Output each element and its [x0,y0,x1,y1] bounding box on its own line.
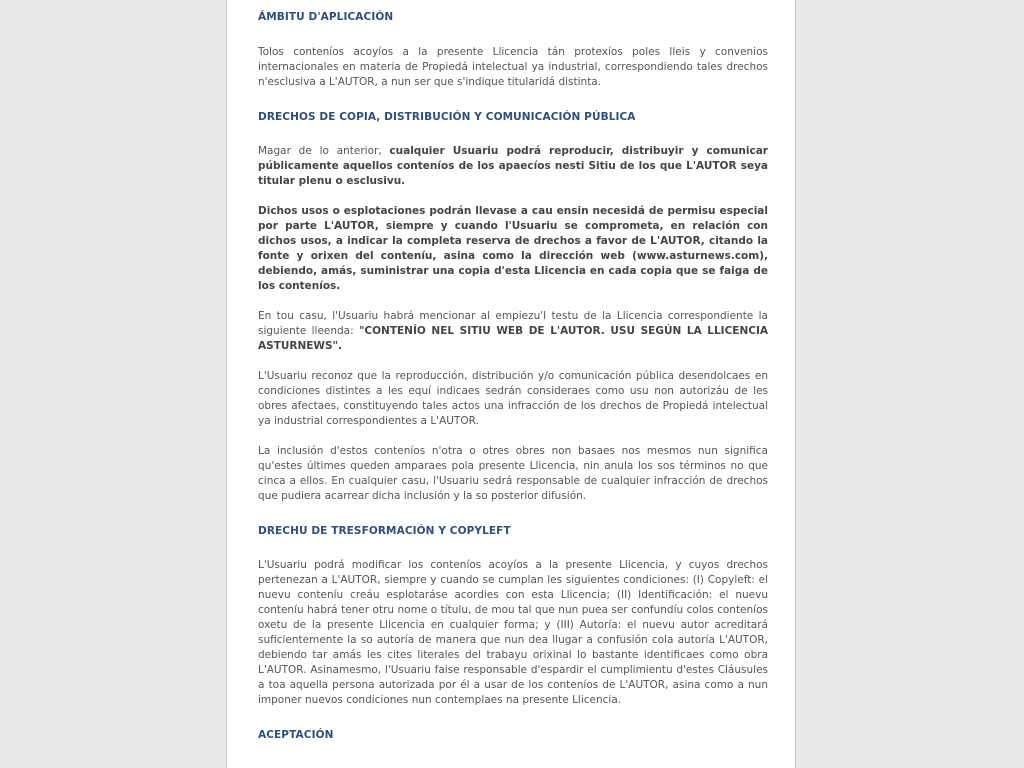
document-page [226,0,796,768]
paragraph-drechos-copia-2: Dichos usos o esplotaciones podrán llevase a cau ensin necesidá de permisu especial por parte L'AUTOR, siempre y cuando l'Usuariu se comprometa, en relación con dichos usos, a indicar la completa reserva de drechos a favor de L'AUTOR, citando la fonte y orixen del conteníu, asina como la dirección web (www.asturnews.com), debiendo, amás, suministrar una copia d'esta Llicencia en cada copia que se faiga de los conteníos. [258,205,768,292]
paragraph-trasformacion: L'Usuariu podrá modificar los conteníos acoyíos a la presente Llicencia, y cuyos drechos pertenezan a L'AUTOR, siempre y cuando se cumplan les siguientes condiciones: (I) Copyleft: el nuevu conteníu creáu esplotaráse acordies con esta Llicencia; (II) Identificación: el nuevu conteníu habrá tener otru nome o títulu, de mou tal que nun puea ser confundíu colos conteníos oxetu de la presente Llicencia en cualquier forma; y (III) Autoría: el nuevu autor acreditará suficientemente la so autoría de manera que nun dea llugar a confusión cola autoría L'AUTOR, debiendo tar amás les cites literales del trabayu orixinal lo bastante identificaes como obra L'AUTOR. Asinamesmo, l'Usuariu faise responsable d'espardir el cumplimientu d'estes Cláusules a toa aquella persona autorizada por él a usar de los conteníos de L'AUTOR, asina como a nun imponer nuevos condiciones nun contemplaes na presente Llicencia. [258,559,768,706]
paragraph-drechos-copia-1 [258,144,768,189]
paragraph-drechos-copia-1-bold: cualquier Usuariu podrá reproducir, distribuyir y comunicar públicamente aquellos conteníos de los apaecíos nesti Sitiu de los que L'AUTOR seya titular plenu o esclusivu. [258,145,768,187]
paragraph-drechos-copia-3 [258,309,768,354]
paragraph-drechos-copia-4: L'Usuariu reconoz que la reproducción, distribución y/o comunicación pública desendolcaes en condiciones distintes a les equí indicaes sedrán consideraes como usu non autorizáu de les obres afectaes, constituyendo tales actos una infracción de los drechos de Propiedá intelectual ya industrial correspondientes a L'AUTOR. [258,370,768,427]
paragraph-drechos-copia-5: La inclusión d'estos conteníos n'otra o otres obres non basaes nos mesmos nun significa qu'estes últimes queden amparaes pola presente Llicencia, nin anula los sos términos no que cinca a ellos. En cualquier casu, l'Usuariu sedrá responsable de cualquier infracción de drechos que pudiera acarrear dicha inclusión y la so posterior difusión. [258,445,768,502]
paragraph-drechos-copia-1-plain: Magar de lo anterior, [258,145,390,157]
paragraph-drechos-copia-3-bold: "CONTENÍO NEL SITIU WEB DE L'AUTOR. USU SEGÚN LA LLICENCIA ASTURNEWS". [258,325,768,352]
heading-aceptacion: ACEPTACIÓN [258,729,334,741]
paragraph-ambitu: Tolos conteníos acoyíos a la presente Llicencia tán protexíos poles lleis y convenios internacionales en materia de Propiedá intelectual ya industrial, correspondiendo tales drechos n'esclusiva a L'AUTOR, a nun ser que s'indique titularidá distinta. [258,46,768,88]
heading-trasformacion: DRECHU DE TRESFORMACIÓN Y COPYLEFT [258,525,511,537]
paragraph-drechos-copia-3-plain: En tou casu, l'Usuariu habrá mencionar al empiezu'l testu de la Llicencia correspondiente la siguiente lleenda: [258,310,768,337]
heading-drechos-copia: DRECHOS DE COPIA, DISTRIBUCIÓN Y COMUNICACIÓN PÚBLICA [258,111,636,123]
heading-ambitu: ÁMBITU D'APLICACIÓN [258,11,394,23]
document-content [258,0,768,742]
